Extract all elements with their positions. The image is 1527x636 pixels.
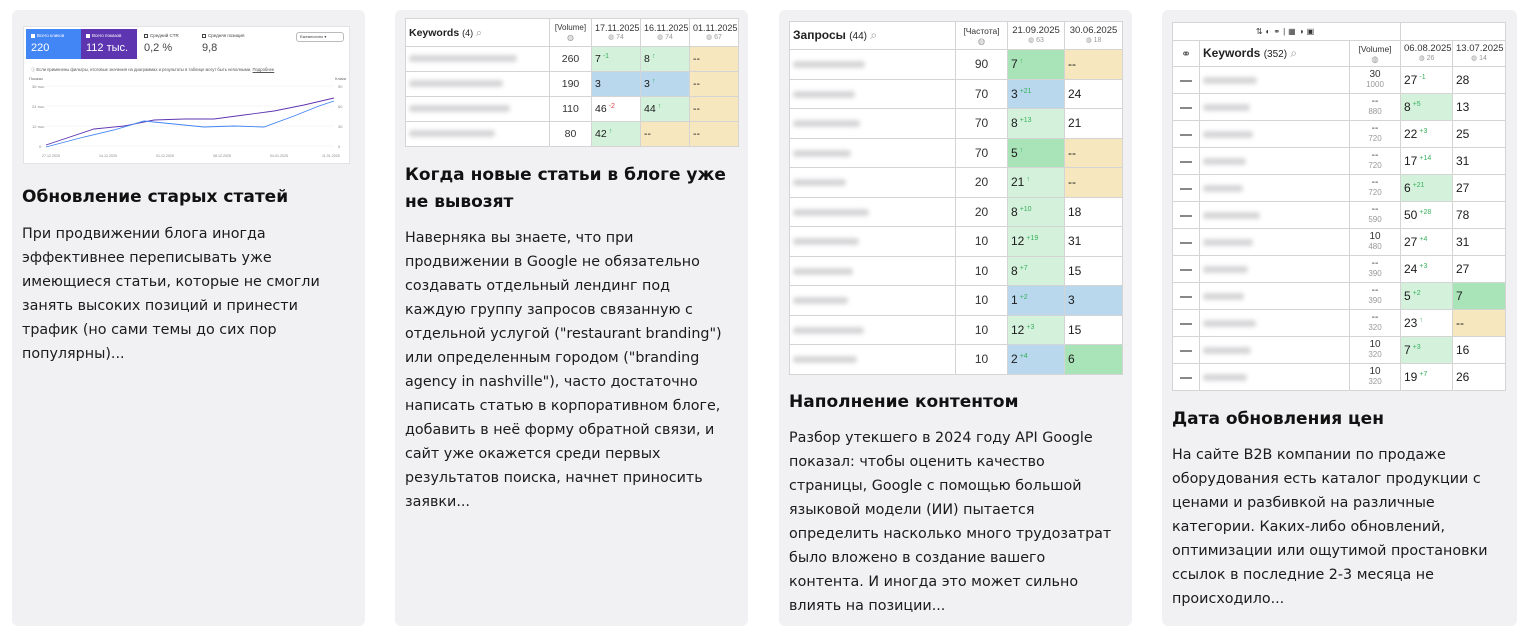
left-tick: 24 тыс. (32, 104, 46, 109)
position-cell: 13 (1453, 94, 1506, 121)
card-title[interactable]: Дата обновления цен (1172, 409, 1384, 429)
volume-cell: -- 320 (1350, 310, 1401, 337)
keywords-header: Запросы (44) ⌕ (790, 22, 956, 50)
position-cell: -- (690, 47, 739, 72)
position-cell: 8 $^{+5}$ (1401, 94, 1453, 121)
metric-average-ctr: Средний CTR 0,2 % (144, 33, 179, 54)
table-row (790, 197, 1123, 227)
position-cell: 50 $^{+28}$ (1401, 202, 1453, 229)
toggle-icon: ◐ (1265, 26, 1274, 36)
x-tick: 11.01.2025 (322, 154, 340, 158)
position-cell: 78 (1453, 202, 1506, 229)
right-tick: 30 (338, 124, 343, 129)
position-change: ↑ (1019, 58, 1024, 66)
position-cell: 6 (1065, 345, 1123, 375)
row-link-toggle[interactable] (1173, 337, 1200, 364)
keywords-header: Keywords (352) ⌕ (1200, 41, 1350, 67)
position-cell: 3 ↑ (641, 72, 690, 97)
volume-cell: 10 (956, 345, 1008, 375)
right-tick: 90 (338, 84, 343, 89)
table-row (1173, 67, 1506, 94)
volume-cell: -- 390 (1350, 283, 1401, 310)
position-cell: 31 (1453, 229, 1506, 256)
search-console-screenshot (23, 26, 350, 164)
table-row (790, 286, 1123, 316)
row-link-toggle[interactable] (1173, 94, 1200, 121)
position-cell: 8 ↑ (641, 47, 690, 72)
row-link-toggle[interactable] (1173, 310, 1200, 337)
keyword-cell-blurred (1200, 337, 1350, 364)
period-select: Ежемесячно ▾ (296, 32, 344, 42)
table-row (1173, 94, 1506, 121)
position-change: +3 (1412, 344, 1421, 351)
toolbar-spacer (1401, 23, 1506, 41)
position-cell: 27 (1453, 175, 1506, 202)
left-tick: 0 (39, 144, 42, 149)
dash-icon (1180, 242, 1192, 244)
volume-cell: 10 (956, 315, 1008, 345)
table-row (790, 50, 1123, 80)
globe-icon: ◍ (1028, 36, 1035, 44)
sort-icon: ⇅ (1255, 26, 1266, 36)
globe-icon: ◍ (1418, 54, 1425, 62)
position-change: +21 (1412, 182, 1425, 189)
position-cell: 25 (1453, 121, 1506, 148)
card-title[interactable]: Когда новые статьи в блоге уже не вывозят (405, 165, 726, 212)
keyword-cell-blurred (1200, 256, 1350, 283)
position-cell: 17 $^{+14}$ (1401, 148, 1453, 175)
link-icon: ⚭ (1273, 26, 1284, 36)
position-change: +14 (1419, 155, 1432, 162)
filter-note: ⓘ Если применены фильтры, итоговые значения на диаграммах и результаты в таблице могут быть неполными. Подробнее (31, 67, 275, 72)
dash-icon (1180, 323, 1192, 325)
keyword-cell-blurred (406, 97, 550, 122)
position-change: +28 (1419, 209, 1432, 216)
position-cell: 3 (592, 72, 641, 97)
position-change: ↑ (651, 77, 656, 85)
position-change: ↑ (651, 52, 656, 60)
position-cell: -- (641, 122, 690, 147)
rank-table (789, 21, 1123, 375)
x-tick: 04.01.2025 (270, 154, 288, 158)
volume-cell: 10 (956, 227, 1008, 257)
volume-cell: 70 (956, 138, 1008, 168)
position-cell: 1 $^{+2}$ (1008, 286, 1065, 316)
keyword-cell-blurred (790, 50, 956, 80)
globe-icon: ◍ (706, 33, 713, 41)
globe-icon: ◍ (1371, 53, 1379, 64)
dash-icon (1180, 161, 1192, 163)
row-link-toggle[interactable] (1173, 148, 1200, 175)
article-card-new-posts[interactable] (395, 10, 748, 626)
dash-icon (1180, 377, 1192, 379)
position-change: ↑ (1419, 317, 1423, 324)
info-icon: ⓘ (31, 67, 36, 72)
globe-icon: ◍ (657, 33, 664, 41)
volume-cell: 70 (956, 109, 1008, 139)
volume-header: [Volume] ◍ (550, 19, 592, 47)
position-cell: 26 (1453, 364, 1506, 391)
right-axis-title: Клики (335, 76, 346, 81)
table-row (1173, 310, 1506, 337)
keyword-cell-blurred (1200, 283, 1350, 310)
table-row (1173, 202, 1506, 229)
x-tick: 27.12.2025 (42, 154, 60, 158)
table-row (406, 47, 739, 72)
keyword-cell-blurred (790, 168, 956, 198)
position-cell: 7 ↑ (1008, 50, 1065, 80)
position-change: -2 (608, 102, 615, 110)
position-cell: 28 (1453, 67, 1506, 94)
position-cell: 18 (1065, 197, 1123, 227)
row-link-toggle[interactable] (1173, 283, 1200, 310)
position-cell: 19 $^{+7}$ (1401, 364, 1453, 391)
date-header: 17.11.2025 ◍ 74 (592, 19, 641, 47)
globe-icon: ◍ (567, 32, 574, 42)
keyword-cell-blurred (406, 72, 550, 97)
position-cell: 31 (1065, 227, 1123, 257)
position-cell: 8 $^{+7}$ (1008, 256, 1065, 286)
volume-cell: 20 (956, 168, 1008, 198)
keyword-cell-blurred (790, 256, 956, 286)
metric-total-impressions: Всего показов 112 тыс. (81, 29, 137, 59)
keyword-cell-blurred (790, 79, 956, 109)
table-row (790, 109, 1123, 139)
position-cell: -- (1065, 168, 1123, 198)
position-change: +4 (1419, 236, 1428, 243)
keyword-cell-blurred (1200, 175, 1350, 202)
position-cell: 12 $^{+19}$ (1008, 227, 1065, 257)
position-change: +19 (1026, 235, 1039, 243)
keyword-cell-blurred (790, 345, 956, 375)
card-title[interactable]: Наполнение контентом (789, 392, 1019, 412)
position-cell: 21 (1065, 109, 1123, 139)
position-cell: 12 $^{+3}$ (1008, 315, 1065, 345)
globe-icon: ◍ (608, 33, 615, 41)
keyword-cell-blurred (790, 227, 956, 257)
position-cell: -- (690, 122, 739, 147)
position-cell: 31 (1453, 148, 1506, 175)
row-link-toggle[interactable] (1173, 175, 1200, 202)
position-cell: 22 $^{+3}$ (1401, 121, 1453, 148)
left-tick: 12 тыс. (32, 124, 46, 129)
separator: | (1283, 26, 1289, 36)
grid-icon: ▦ (1288, 26, 1299, 36)
impressions-line (46, 98, 334, 145)
position-change: -1 (1419, 74, 1426, 81)
globe-icon: ◍ (977, 35, 986, 46)
x-tick: 08.12.2025 (213, 154, 231, 158)
volume-cell: 10 320 (1350, 364, 1401, 391)
search-icon: ⌕ (476, 26, 482, 39)
position-change: +21 (1019, 87, 1032, 95)
table-row (406, 72, 739, 97)
rank-table (405, 18, 739, 147)
volume-cell: 30 1000 (1350, 67, 1401, 94)
volume-cell: 260 (550, 47, 592, 72)
table-row (1173, 337, 1506, 364)
table-row (790, 168, 1123, 198)
position-cell: 7 (1453, 283, 1506, 310)
table-row (1173, 229, 1506, 256)
position-change: +3 (1026, 323, 1035, 331)
date-header: 13.07.2025 ◍ 14 (1453, 41, 1506, 67)
article-card-update-old-posts[interactable] (12, 10, 365, 626)
position-change: +2 (1019, 294, 1028, 302)
position-change: +3 (1419, 128, 1428, 135)
position-cell: 27 $^{+4}$ (1401, 229, 1453, 256)
volume-cell: 10 (956, 256, 1008, 286)
position-cell: 6 $^{+21}$ (1401, 175, 1453, 202)
date-header: 16.11.2025 ◍ 74 (641, 19, 690, 47)
position-cell: 24 (1065, 79, 1123, 109)
volume-cell: -- 880 (1350, 94, 1401, 121)
keyword-cell-blurred (1200, 202, 1350, 229)
position-change: +7 (1019, 264, 1028, 272)
card-title[interactable]: Обновление старых статей (22, 187, 289, 207)
left-tick: 36 тыс. (32, 84, 46, 89)
volume-cell: -- 720 (1350, 175, 1401, 202)
performance-chart (24, 75, 351, 165)
dash-icon (1180, 296, 1192, 298)
position-cell: 24 $^{+3}$ (1401, 256, 1453, 283)
volume-cell: 110 (550, 97, 592, 122)
volume-cell: 10 320 (1350, 337, 1401, 364)
card-excerpt: На сайте B2B компании по продаже оборудования есть каталог продукции с ценами и разбивкой на различные категории. Каких-либо обновлений, оптимизации или ощутимой простановки ссылок в последние 2-3 месяца не происходило... (1172, 447, 1488, 607)
table-row (790, 138, 1123, 168)
search-icon: ⌕ (870, 27, 878, 42)
keyword-cell-blurred (790, 197, 956, 227)
position-cell: -- (1065, 138, 1123, 168)
position-cell: 23 ↑ (1401, 310, 1453, 337)
position-cell: -- (1065, 50, 1123, 80)
globe-icon: ◍ (1085, 36, 1092, 44)
position-cell: 3 (1065, 286, 1123, 316)
metric-average-position: Средняя позиция 9,8 (202, 33, 245, 54)
position-change: +3 (1419, 263, 1428, 270)
volume-cell: 10 (956, 286, 1008, 316)
position-cell: -- (690, 97, 739, 122)
position-change: -1 (602, 52, 610, 60)
table-row (1173, 148, 1506, 175)
position-cell: 7 $^{-1}$ (592, 47, 641, 72)
position-cell: 16 (1453, 337, 1506, 364)
row-link-toggle[interactable] (1173, 202, 1200, 229)
volume-cell: -- 720 (1350, 121, 1401, 148)
table-row (406, 97, 739, 122)
chevron-down-icon: ▾ (324, 34, 327, 39)
position-cell: 3 $^{+21}$ (1008, 79, 1065, 109)
row-link-toggle[interactable] (1173, 364, 1200, 391)
card-excerpt: При продвижении блога иногда эффективнее переписывать уже имеющиеся статьи, которые не смогли занять высоких позиций и принести трафик (но сами темы до сих пор популярны)... (22, 226, 320, 362)
position-cell: 44 ↑ (641, 97, 690, 122)
article-card-content[interactable] (779, 10, 1132, 626)
position-change: +7 (1419, 371, 1428, 378)
right-tick: 0 (338, 144, 341, 149)
position-change: +2 (1412, 290, 1421, 297)
rank-table (1172, 22, 1506, 391)
keyword-cell-blurred (406, 47, 550, 72)
keyword-cell-blurred (1200, 364, 1350, 391)
row-link-toggle[interactable] (1173, 121, 1200, 148)
position-cell: 8 $^{+10}$ (1008, 197, 1065, 227)
table-row (406, 122, 739, 147)
date-header: 01.11.2025 ◍ 67 (690, 19, 739, 47)
volume-cell: 90 (956, 50, 1008, 80)
toolbar (1173, 23, 1401, 41)
keyword-cell-blurred (1200, 67, 1350, 94)
volume-cell: 190 (550, 72, 592, 97)
position-cell: 7 $^{+3}$ (1401, 337, 1453, 364)
date-header: 06.08.2025 ◍ 26 (1401, 41, 1453, 67)
position-cell: 27 $^{-1}$ (1401, 67, 1453, 94)
metric-total-clicks: Всего кликов 220 (26, 29, 81, 59)
row-link-toggle[interactable] (1173, 256, 1200, 283)
keyword-cell-blurred (790, 109, 956, 139)
position-change: +4 (1019, 353, 1028, 361)
card-excerpt: Наверняка вы знаете, что при продвижении в Google не обязательно создавать отдельный лендинг под каждую группу запросов связанную с отдельной услугой ("restaurant branding") или определенным городом ("branding agency in nashville"), часто достаточно написать статью в корпоративном блоге, добавить в неё форму обратной связи, и сайт уже окажется среди первых результатов поиска, начнет приносить заявки... (405, 230, 722, 510)
link-icon: ⚭ (1173, 41, 1200, 67)
table-row (790, 256, 1123, 286)
keyword-cell-blurred (406, 122, 550, 147)
position-change: +10 (1019, 205, 1032, 213)
position-cell: 46 $^{-2}$ (592, 97, 641, 122)
filter-icon: ▣ (1306, 26, 1318, 36)
volume-header: [Частота] ◍ (956, 22, 1008, 50)
position-change: +5 (1412, 101, 1421, 108)
globe-icon: ◍ (1471, 54, 1478, 62)
table-row (790, 227, 1123, 257)
row-link-toggle[interactable] (1173, 67, 1200, 94)
position-cell: -- (690, 72, 739, 97)
table-row (1173, 364, 1506, 391)
search-icon: ⌕ (1290, 45, 1298, 60)
keyword-cell-blurred (790, 315, 956, 345)
dash-icon (1180, 80, 1192, 82)
row-link-toggle[interactable] (1173, 229, 1200, 256)
contrast-icon: ◑ (1298, 26, 1307, 36)
volume-cell: 80 (550, 122, 592, 147)
table-row (1173, 283, 1506, 310)
date-header: 30.06.2025 ◍ 18 (1065, 22, 1123, 50)
table-row (1173, 121, 1506, 148)
x-tick: 14.12.2025 (99, 154, 117, 158)
dash-icon (1180, 107, 1192, 109)
dash-icon (1180, 215, 1192, 217)
card-excerpt: Разбор утекшего в 2024 году API Google показал: чтобы оценить качество страницы, Google с помощью большой языковой модели (ИИ) пытается определить насколько много трудозатрат было вложено в создание вашего контента. И иногда это может сильно влиять на позиции... (789, 430, 1112, 614)
keywords-header: Keywords (4) ⌕ (406, 19, 550, 47)
dash-icon (1180, 188, 1192, 190)
article-card-price-update[interactable] (1162, 10, 1517, 626)
x-tick: 01.12.2025 (156, 154, 174, 158)
position-cell: 21 ↑ (1008, 168, 1065, 198)
volume-cell: 10 480 (1350, 229, 1401, 256)
table-row (790, 79, 1123, 109)
dash-icon (1180, 269, 1192, 271)
keyword-cell-blurred (1200, 310, 1350, 337)
table-row (790, 315, 1123, 345)
keyword-cell-blurred (790, 286, 956, 316)
position-cell: 8 $^{+13}$ (1008, 109, 1065, 139)
position-cell: 15 (1065, 315, 1123, 345)
keyword-cell-blurred (1200, 229, 1350, 256)
keyword-cell-blurred (1200, 148, 1350, 175)
position-cell: 5 ↑ (1008, 138, 1065, 168)
dash-icon (1180, 134, 1192, 136)
position-cell: 42 ↑ (592, 122, 641, 147)
dash-icon (1180, 350, 1192, 352)
volume-cell: -- 720 (1350, 148, 1401, 175)
position-cell: 15 (1065, 256, 1123, 286)
date-header: 21.09.2025 ◍ 63 (1008, 22, 1065, 50)
position-change: ↑ (1026, 176, 1030, 184)
table-row (790, 345, 1123, 375)
left-axis-title: Показы (29, 76, 43, 81)
volume-cell: 20 (956, 197, 1008, 227)
keyword-cell-blurred (790, 138, 956, 168)
table-row (1173, 256, 1506, 283)
volume-cell: 70 (956, 79, 1008, 109)
position-cell: 27 (1453, 256, 1506, 283)
table-row (1173, 175, 1506, 202)
right-tick: 60 (338, 104, 343, 109)
position-change: ↑ (657, 102, 662, 110)
position-change: +13 (1019, 117, 1032, 125)
position-cell: 2 $^{+4}$ (1008, 345, 1065, 375)
volume-cell: -- 590 (1350, 202, 1401, 229)
volume-cell: -- 390 (1350, 256, 1401, 283)
position-change: ↑ (608, 127, 613, 135)
position-cell: 5 $^{+2}$ (1401, 283, 1453, 310)
position-cell: -- (1453, 310, 1506, 337)
keyword-cell-blurred (1200, 121, 1350, 148)
keyword-cell-blurred (1200, 94, 1350, 121)
volume-header: [Volume] ◍ (1350, 41, 1401, 67)
position-change: ↑ (1019, 146, 1024, 154)
